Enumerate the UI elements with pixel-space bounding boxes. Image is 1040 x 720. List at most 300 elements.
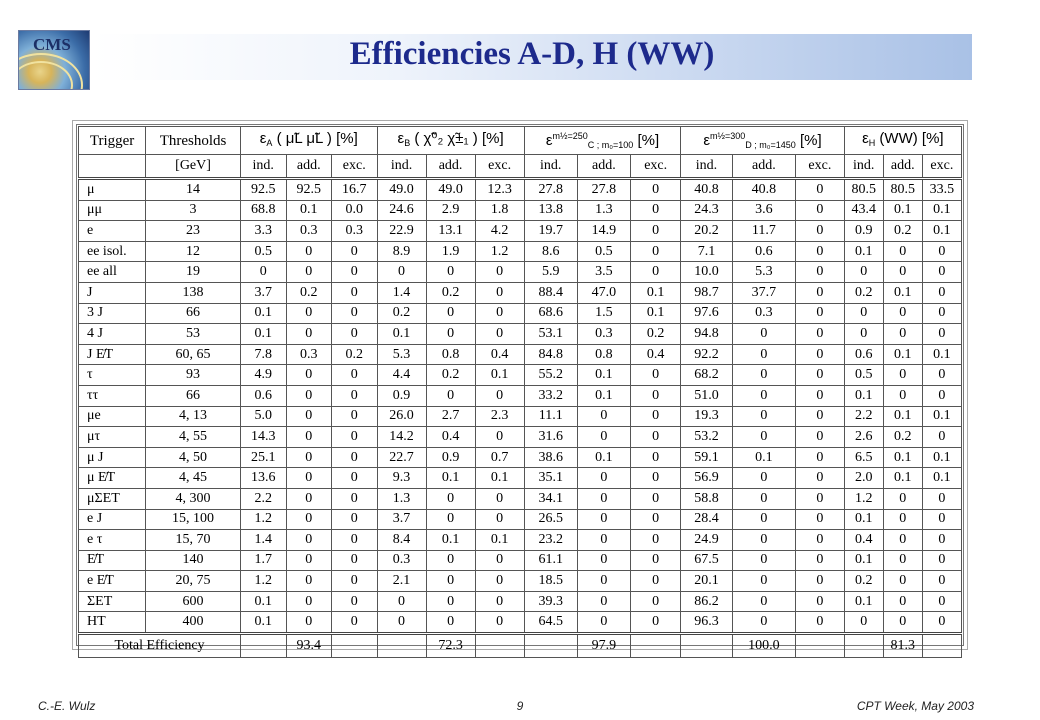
value-cell: 0.2	[332, 344, 378, 365]
value-cell: 0	[630, 200, 680, 221]
value-cell: 0	[332, 303, 378, 324]
value-cell: 0	[883, 591, 922, 612]
value-cell: 0	[475, 612, 524, 634]
value-cell: 0	[475, 427, 524, 448]
table-row	[79, 200, 962, 221]
total-label: Total Efficiency	[79, 634, 241, 658]
value-cell: 0	[630, 262, 680, 283]
value-cell: 0.1	[844, 241, 883, 262]
table-row	[79, 282, 962, 303]
value-cell: 2.2	[844, 406, 883, 427]
value-cell: 1.7	[241, 550, 287, 571]
value-cell: 0	[796, 550, 845, 571]
value-cell: 39.3	[524, 591, 577, 612]
value-cell: 0	[732, 488, 795, 509]
value-cell: 2.9	[426, 200, 475, 221]
value-cell: 80.5	[883, 179, 922, 201]
total-empty-cell	[332, 634, 378, 658]
value-cell: 51.0	[681, 385, 732, 406]
value-cell: 49.0	[426, 179, 475, 201]
value-cell: 0	[332, 591, 378, 612]
value-cell: 0.4	[844, 530, 883, 551]
value-cell: 13.1	[426, 221, 475, 242]
total-empty-cell	[844, 634, 883, 658]
value-cell: 0	[630, 571, 680, 592]
header-thresholds: Thresholds	[146, 127, 241, 155]
table-row	[79, 550, 962, 571]
value-cell: 0.1	[286, 200, 332, 221]
table-row	[79, 612, 962, 634]
threshold-cell: 4, 45	[146, 468, 241, 489]
value-cell: 0	[332, 427, 378, 448]
value-cell: 0	[332, 571, 378, 592]
value-cell: 0	[630, 241, 680, 262]
value-cell: 0	[732, 591, 795, 612]
total-empty-cell	[630, 634, 680, 658]
threshold-cell: 138	[146, 282, 241, 303]
value-cell: 38.6	[524, 447, 577, 468]
value-cell: 0.2	[883, 221, 922, 242]
trigger-cell: e τ	[79, 530, 146, 551]
value-cell: 0	[796, 488, 845, 509]
value-cell: 43.4	[844, 200, 883, 221]
value-cell: 8.6	[524, 241, 577, 262]
value-cell: 0.1	[922, 468, 961, 489]
value-cell: 0	[630, 488, 680, 509]
threshold-cell: 4, 13	[146, 406, 241, 427]
table-row	[79, 241, 962, 262]
table-row	[79, 221, 962, 242]
table-row	[79, 262, 962, 283]
value-cell: 13.6	[241, 468, 287, 489]
value-cell: 0	[796, 262, 845, 283]
header-subcol: add.	[286, 155, 332, 179]
table-row	[79, 324, 962, 345]
threshold-cell: 20, 75	[146, 571, 241, 592]
value-cell: 0	[332, 324, 378, 345]
value-cell: 0	[883, 385, 922, 406]
value-cell: 0.1	[883, 282, 922, 303]
header-eps-d: $\varepsilon^{m\frac{1}{2}=300}_{D ; m_0=1450}$ [%]	[681, 127, 844, 155]
threshold-cell: 600	[146, 591, 241, 612]
value-cell: 24.6	[377, 200, 426, 221]
value-cell: 31.6	[524, 427, 577, 448]
value-cell: 0	[630, 550, 680, 571]
value-cell: 2.0	[844, 468, 883, 489]
value-cell: 14.9	[577, 221, 630, 242]
threshold-cell: 4, 55	[146, 427, 241, 448]
value-cell: 0.1	[475, 468, 524, 489]
trigger-cell: HT	[79, 612, 146, 634]
trigger-cell: μμ	[79, 200, 146, 221]
value-cell: 58.8	[681, 488, 732, 509]
value-cell: 0	[332, 365, 378, 386]
value-cell: 27.8	[524, 179, 577, 201]
header-eps-c: $\varepsilon^{m\frac{1}{2}=250}_{C ; m_0=100}$ [%]	[524, 127, 681, 155]
value-cell: 0	[630, 530, 680, 551]
value-cell: 97.6	[681, 303, 732, 324]
value-cell: 92.2	[681, 344, 732, 365]
value-cell: 0.1	[241, 612, 287, 634]
value-cell: 0.2	[844, 571, 883, 592]
value-cell: 0	[475, 509, 524, 530]
value-cell: 0	[426, 612, 475, 634]
value-cell: 0	[796, 447, 845, 468]
value-cell: 0	[796, 303, 845, 324]
value-cell: 0	[475, 488, 524, 509]
value-cell: 0.2	[286, 282, 332, 303]
value-cell: 0.5	[844, 365, 883, 386]
value-cell: 0	[796, 427, 845, 448]
value-cell: 0	[286, 427, 332, 448]
value-cell: 0.5	[577, 241, 630, 262]
value-cell: 0	[332, 385, 378, 406]
value-cell: 92.5	[241, 179, 287, 201]
value-cell: 0	[732, 365, 795, 386]
value-cell: 0	[732, 550, 795, 571]
value-cell: 20.2	[681, 221, 732, 242]
value-cell: 0	[377, 262, 426, 283]
value-cell: 0	[732, 612, 795, 634]
value-cell: 14.2	[377, 427, 426, 448]
threshold-cell: 93	[146, 365, 241, 386]
table-row	[79, 447, 962, 468]
value-cell: 40.8	[681, 179, 732, 201]
value-cell: 1.2	[241, 509, 287, 530]
value-cell: 5.3	[732, 262, 795, 283]
value-cell: 0.1	[883, 200, 922, 221]
value-cell: 0	[883, 530, 922, 551]
value-cell: 20.1	[681, 571, 732, 592]
value-cell: 53.1	[524, 324, 577, 345]
value-cell: 0	[241, 262, 287, 283]
value-cell: 0	[286, 591, 332, 612]
value-cell: 0	[796, 468, 845, 489]
value-cell: 0.6	[732, 241, 795, 262]
trigger-cell: 4 J	[79, 324, 146, 345]
value-cell: 0.1	[577, 385, 630, 406]
value-cell: 0	[577, 550, 630, 571]
value-cell: 0	[732, 385, 795, 406]
value-cell: 0.1	[426, 530, 475, 551]
value-cell: 0	[577, 468, 630, 489]
value-cell: 34.1	[524, 488, 577, 509]
value-cell: 1.4	[241, 530, 287, 551]
value-cell: 0	[426, 385, 475, 406]
value-cell: 0	[475, 385, 524, 406]
value-cell: 0.8	[577, 344, 630, 365]
threshold-cell: 4, 50	[146, 447, 241, 468]
value-cell: 22.7	[377, 447, 426, 468]
header-subcol: ind.	[524, 155, 577, 179]
value-cell: 0	[922, 530, 961, 551]
header-subcol: ind.	[681, 155, 732, 179]
value-cell: 0	[286, 406, 332, 427]
value-cell: 0.1	[475, 365, 524, 386]
value-cell: 0	[332, 241, 378, 262]
value-cell: 0	[426, 591, 475, 612]
total-value: 93.4	[286, 634, 332, 658]
value-cell: 0	[844, 324, 883, 345]
value-cell: 0	[883, 241, 922, 262]
trigger-cell: ΣET	[79, 591, 146, 612]
value-cell: 11.1	[524, 406, 577, 427]
value-cell: 68.2	[681, 365, 732, 386]
value-cell: 0	[332, 509, 378, 530]
value-cell: 0	[426, 262, 475, 283]
value-cell: 0	[922, 282, 961, 303]
total-empty-cell	[241, 634, 287, 658]
value-cell: 0	[630, 509, 680, 530]
value-cell: 0	[577, 427, 630, 448]
value-cell: 0.3	[577, 324, 630, 345]
value-cell: 6.5	[844, 447, 883, 468]
trigger-cell: μe	[79, 406, 146, 427]
value-cell: 2.2	[241, 488, 287, 509]
value-cell: 0	[630, 365, 680, 386]
trigger-cell: e E̸T	[79, 571, 146, 592]
value-cell: 59.1	[681, 447, 732, 468]
trigger-cell: μτ	[79, 427, 146, 448]
header-trigger: Trigger	[79, 127, 146, 155]
table-row	[79, 427, 962, 448]
value-cell: 19.7	[524, 221, 577, 242]
value-cell: 0	[796, 406, 845, 427]
value-cell: 0.9	[426, 447, 475, 468]
value-cell: 0	[332, 406, 378, 427]
value-cell: 22.9	[377, 221, 426, 242]
value-cell: 0.3	[332, 221, 378, 242]
threshold-cell: 15, 100	[146, 509, 241, 530]
value-cell: 0	[883, 488, 922, 509]
threshold-cell: 4, 300	[146, 488, 241, 509]
value-cell: 2.6	[844, 427, 883, 448]
header-subcol: ind.	[377, 155, 426, 179]
header-eps-a: $\varepsilon_A$ ( μ̃L μ̃L ) [%]	[241, 127, 378, 155]
header-subcol: exc.	[332, 155, 378, 179]
total-empty-cell	[922, 634, 961, 658]
value-cell: 25.1	[241, 447, 287, 468]
value-cell: 0	[922, 324, 961, 345]
threshold-cell: 66	[146, 303, 241, 324]
threshold-cell: 66	[146, 385, 241, 406]
total-empty-cell	[524, 634, 577, 658]
total-row	[79, 634, 962, 658]
value-cell: 0	[286, 365, 332, 386]
value-cell: 0.3	[377, 550, 426, 571]
trigger-cell: E̸T	[79, 550, 146, 571]
value-cell: 0	[922, 262, 961, 283]
value-cell: 0.6	[844, 344, 883, 365]
value-cell: 0	[844, 303, 883, 324]
table-row	[79, 530, 962, 551]
value-cell: 0	[332, 530, 378, 551]
table-row	[79, 509, 962, 530]
value-cell: 10.0	[681, 262, 732, 283]
threshold-cell: 140	[146, 550, 241, 571]
value-cell: 0	[630, 221, 680, 242]
page-title: Efficiencies A-D, H (WW)	[349, 36, 715, 72]
value-cell: 0.1	[922, 406, 961, 427]
total-empty-cell	[475, 634, 524, 658]
value-cell: 4.4	[377, 365, 426, 386]
table-row	[79, 179, 962, 201]
header-subcol: add.	[577, 155, 630, 179]
value-cell: 0.1	[883, 344, 922, 365]
value-cell: 0	[844, 612, 883, 634]
header-subcol: ind.	[241, 155, 287, 179]
value-cell: 55.2	[524, 365, 577, 386]
value-cell: 0	[577, 406, 630, 427]
threshold-cell: 53	[146, 324, 241, 345]
value-cell: 0	[883, 571, 922, 592]
value-cell: 67.5	[681, 550, 732, 571]
value-cell: 0.1	[844, 385, 883, 406]
value-cell: 0	[883, 262, 922, 283]
value-cell: 0	[630, 385, 680, 406]
value-cell: 1.2	[241, 571, 287, 592]
value-cell: 0.1	[844, 550, 883, 571]
value-cell: 0.1	[577, 447, 630, 468]
value-cell: 96.3	[681, 612, 732, 634]
value-cell: 0	[922, 571, 961, 592]
efficiency-table	[78, 126, 962, 658]
value-cell: 0	[286, 447, 332, 468]
value-cell: 0	[426, 550, 475, 571]
value-cell: 98.7	[681, 282, 732, 303]
value-cell: 0	[577, 488, 630, 509]
total-empty-cell	[796, 634, 845, 658]
value-cell: 0	[286, 324, 332, 345]
value-cell: 27.8	[577, 179, 630, 201]
table-row	[79, 344, 962, 365]
value-cell: 0	[922, 385, 961, 406]
value-cell: 0	[796, 365, 845, 386]
header-subcol: add.	[426, 155, 475, 179]
table-row	[79, 385, 962, 406]
value-cell: 23.2	[524, 530, 577, 551]
value-cell: 94.8	[681, 324, 732, 345]
value-cell: 0.1	[883, 468, 922, 489]
value-cell: 0	[332, 488, 378, 509]
value-cell: 0	[577, 571, 630, 592]
value-cell: 0	[796, 385, 845, 406]
header-subcol: exc.	[922, 155, 961, 179]
value-cell: 0.1	[241, 324, 287, 345]
value-cell: 7.1	[681, 241, 732, 262]
value-cell: 0	[332, 447, 378, 468]
header-empty	[79, 155, 146, 179]
value-cell: 0	[796, 344, 845, 365]
trigger-cell: J	[79, 282, 146, 303]
value-cell: 4.2	[475, 221, 524, 242]
value-cell: 0	[286, 571, 332, 592]
value-cell: 0.1	[732, 447, 795, 468]
header-gev: [GeV]	[146, 155, 241, 179]
value-cell: 0.9	[377, 385, 426, 406]
value-cell: 0	[883, 365, 922, 386]
value-cell: 0.4	[426, 427, 475, 448]
value-cell: 0	[332, 282, 378, 303]
value-cell: 0.2	[426, 282, 475, 303]
value-cell: 0	[732, 468, 795, 489]
value-cell: 0.1	[377, 324, 426, 345]
value-cell: 0	[426, 488, 475, 509]
value-cell: 0.7	[475, 447, 524, 468]
value-cell: 0.1	[844, 509, 883, 530]
total-value: 100.0	[732, 634, 795, 658]
value-cell: 0	[922, 488, 961, 509]
value-cell: 3.7	[377, 509, 426, 530]
value-cell: 1.3	[577, 200, 630, 221]
value-cell: 1.8	[475, 200, 524, 221]
value-cell: 0	[883, 612, 922, 634]
efficiency-table-frame	[76, 124, 964, 654]
value-cell: 0	[577, 509, 630, 530]
cms-logo	[18, 30, 90, 90]
value-cell: 0	[732, 571, 795, 592]
value-cell: 0	[377, 591, 426, 612]
value-cell: 0	[286, 550, 332, 571]
value-cell: 5.9	[524, 262, 577, 283]
table-row	[79, 365, 962, 386]
value-cell: 64.5	[524, 612, 577, 634]
trigger-cell: μ	[79, 179, 146, 201]
value-cell: 0	[286, 488, 332, 509]
value-cell: 0	[475, 303, 524, 324]
trigger-cell: μΣET	[79, 488, 146, 509]
value-cell: 0	[426, 303, 475, 324]
threshold-cell: 19	[146, 262, 241, 283]
value-cell: 1.5	[577, 303, 630, 324]
trigger-cell: J E̸T	[79, 344, 146, 365]
value-cell: 0.1	[922, 200, 961, 221]
value-cell: 0.3	[732, 303, 795, 324]
value-cell: 0	[796, 221, 845, 242]
value-cell: 2.1	[377, 571, 426, 592]
value-cell: 0	[286, 468, 332, 489]
value-cell: 0.1	[630, 303, 680, 324]
value-cell: 0.1	[844, 591, 883, 612]
total-empty-cell	[377, 634, 426, 658]
value-cell: 0	[475, 571, 524, 592]
value-cell: 68.6	[524, 303, 577, 324]
value-cell: 0.8	[426, 344, 475, 365]
value-cell: 0.1	[922, 344, 961, 365]
header-eps-b: $\varepsilon_B$ ( χ̃⁰₂ χ̃±₁ ) [%]	[377, 127, 524, 155]
cms-logo-text: CMS	[33, 35, 71, 54]
table-row	[79, 488, 962, 509]
value-cell: 26.0	[377, 406, 426, 427]
value-cell: 0	[332, 612, 378, 634]
trigger-cell: 3 J	[79, 303, 146, 324]
value-cell: 1.2	[475, 241, 524, 262]
value-cell: 0	[922, 241, 961, 262]
value-cell: 0.1	[577, 365, 630, 386]
value-cell: 8.4	[377, 530, 426, 551]
value-cell: 0.9	[844, 221, 883, 242]
trigger-cell: ee all	[79, 262, 146, 283]
value-cell: 47.0	[577, 282, 630, 303]
value-cell: 0.2	[426, 365, 475, 386]
value-cell: 0.2	[630, 324, 680, 345]
value-cell: 0	[426, 324, 475, 345]
threshold-cell: 3	[146, 200, 241, 221]
value-cell: 2.3	[475, 406, 524, 427]
threshold-cell: 12	[146, 241, 241, 262]
header-subcol: exc.	[630, 155, 680, 179]
trigger-cell: μ J	[79, 447, 146, 468]
